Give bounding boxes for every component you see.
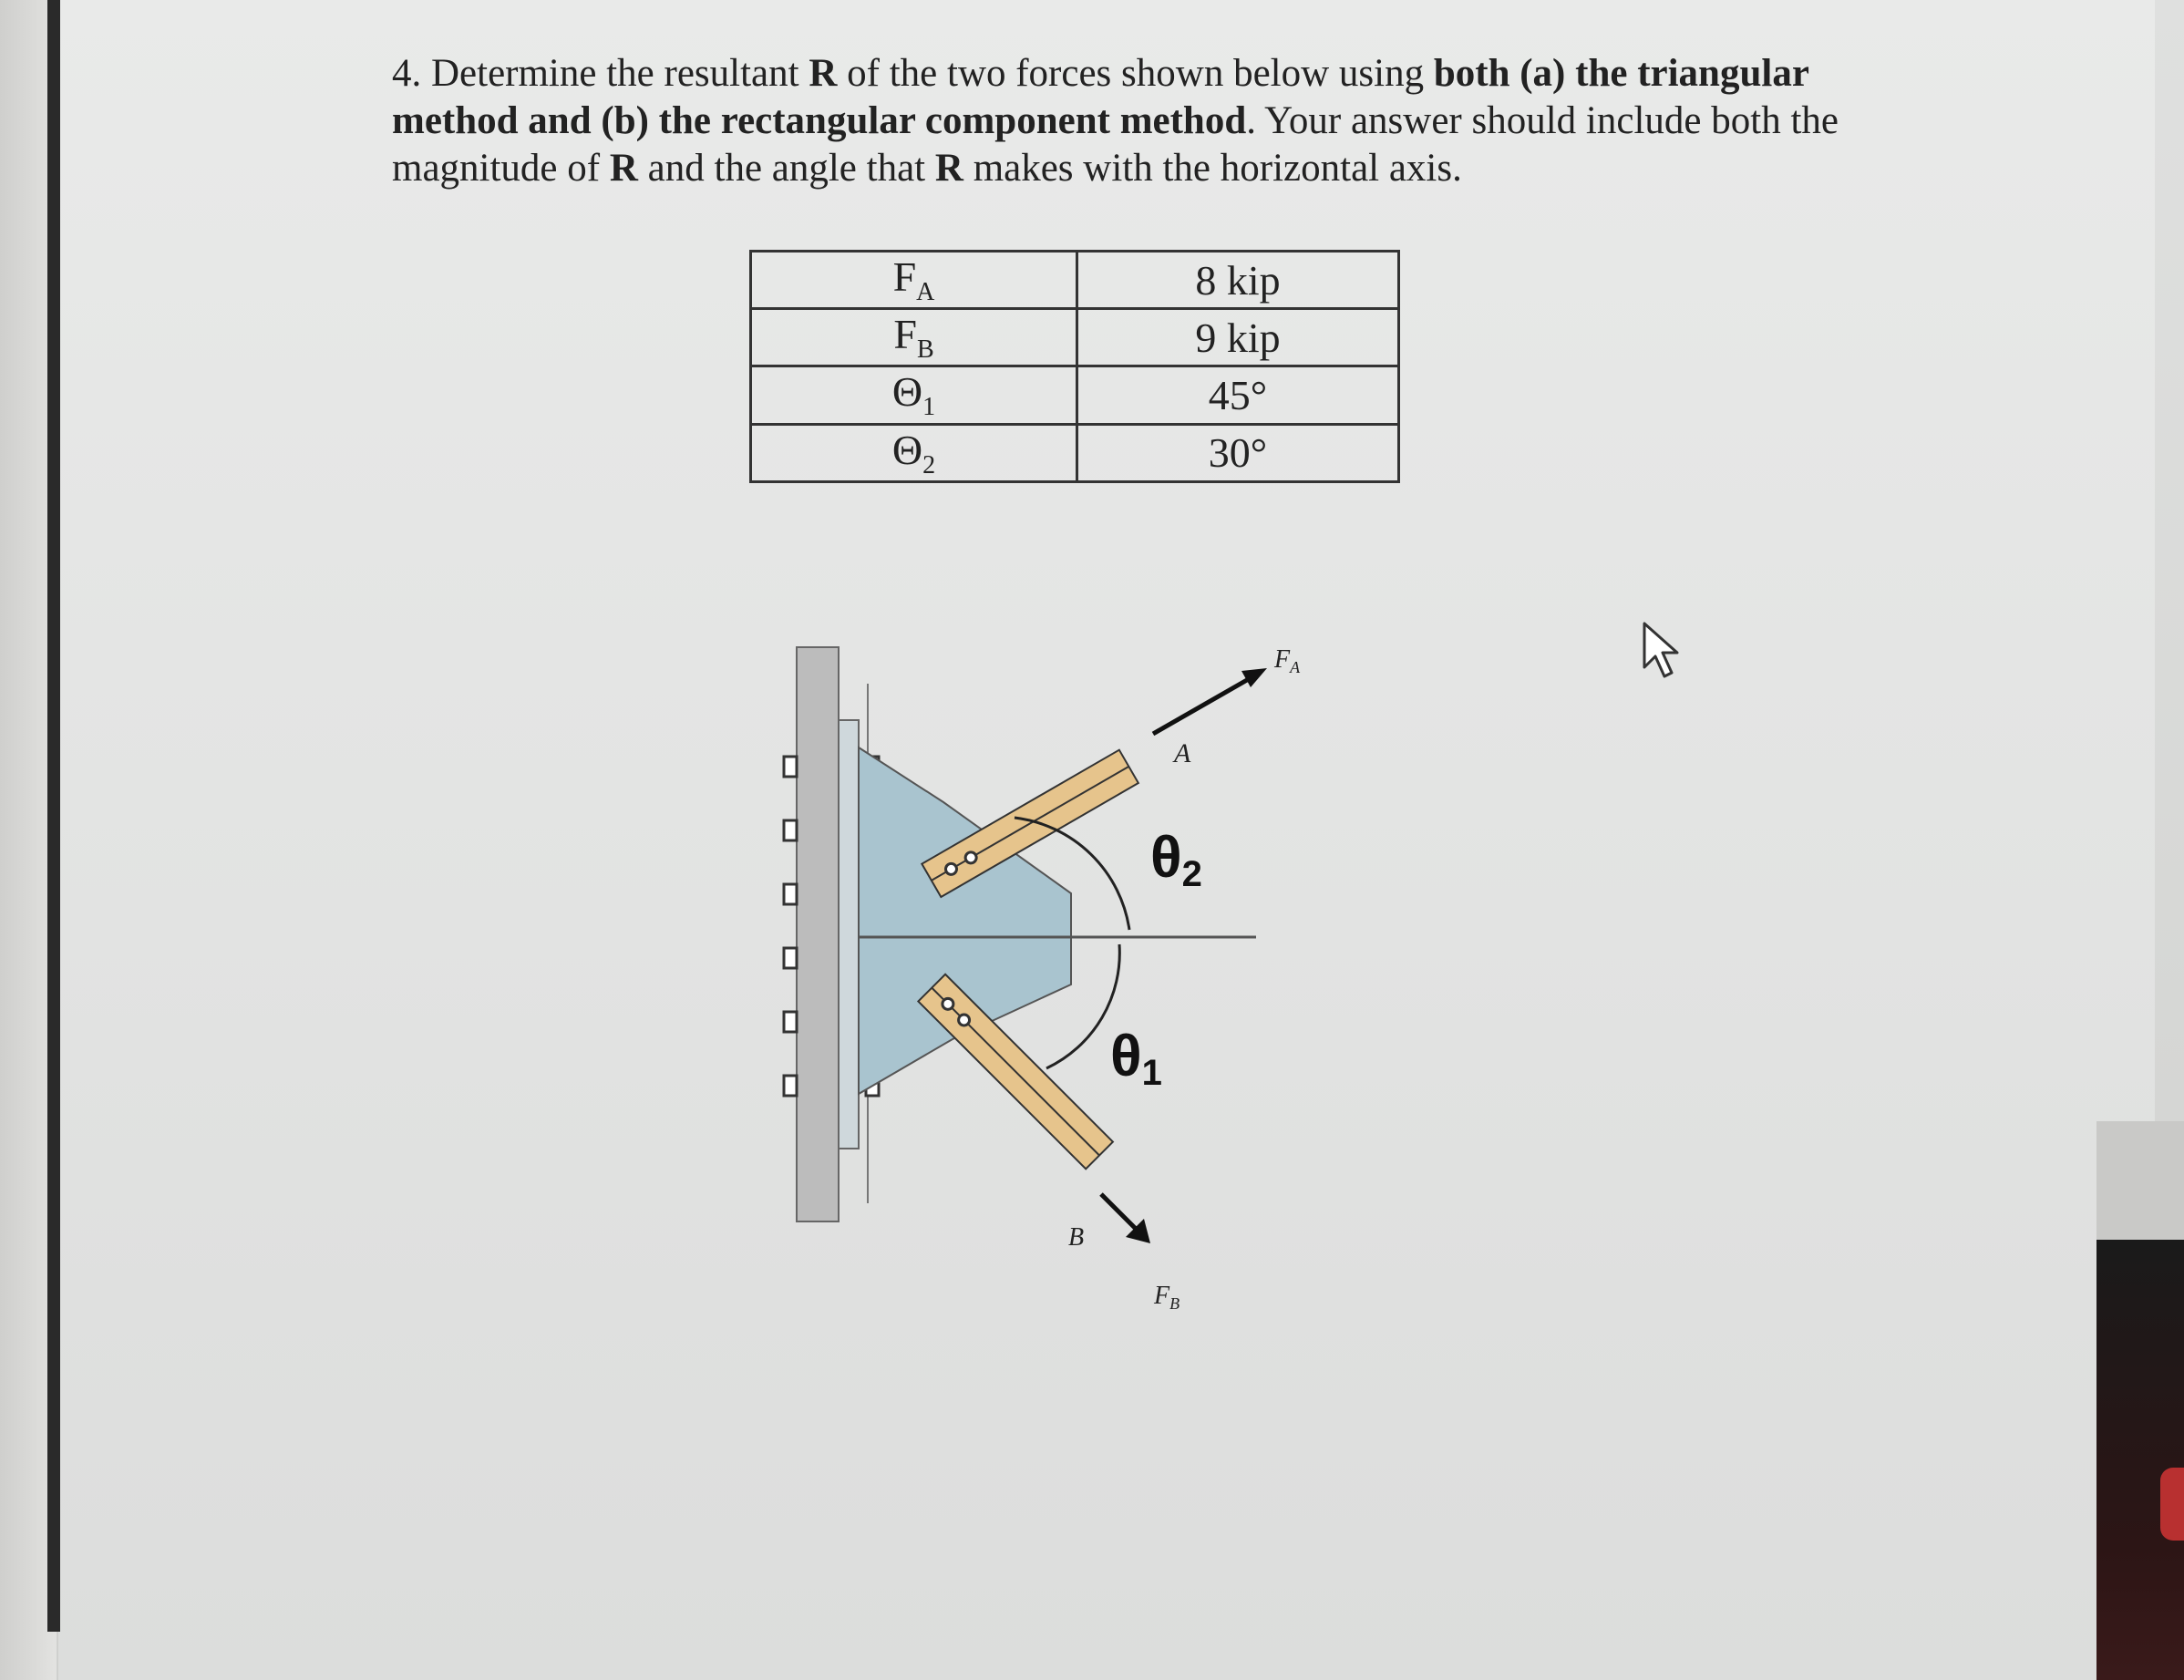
force-diagram bbox=[757, 583, 1340, 1331]
table-row: $F_A$ 8 kip bbox=[751, 252, 1399, 309]
table-row: $F_B$ 9 kip bbox=[751, 309, 1399, 366]
steel-column bbox=[797, 647, 839, 1221]
scrollbar-track[interactable] bbox=[2096, 1121, 2184, 1240]
point-a-label: A bbox=[1174, 738, 1191, 768]
point-b-label: B bbox=[1068, 1223, 1085, 1252]
force-a-label: $F_A$ bbox=[1274, 645, 1301, 676]
column-flange bbox=[839, 720, 859, 1149]
problem-statement: 4. Determine the resultant R of the two forces shown below using both (a) the triangular method and (b) the rectangular component method. Your answer should include both the magnitude of R and the angle that R makes with the horizontal axis. bbox=[392, 52, 1839, 190]
theta2-label: θ2 bbox=[1150, 824, 1202, 894]
force-b-arrow bbox=[1101, 1194, 1139, 1232]
method-emphasis: both (a) the triangular method and (b) the rectangular component method bbox=[392, 52, 1809, 142]
force-a-arrow bbox=[1153, 676, 1253, 734]
table-row: $\Theta_2$ 30° bbox=[751, 424, 1399, 481]
background-app-accent bbox=[2160, 1468, 2184, 1541]
monitor-bezel bbox=[47, 0, 60, 1632]
table-row: $\Theta_1$ 45° bbox=[751, 366, 1399, 424]
given-values-table bbox=[749, 250, 1400, 483]
theta1-label: θ1 bbox=[1110, 1023, 1162, 1093]
background-window bbox=[2096, 1240, 2184, 1680]
force-b-label: $F_B$ bbox=[1154, 1282, 1180, 1313]
problem-number: 4. bbox=[392, 52, 422, 95]
force-a-arrowhead bbox=[1241, 668, 1267, 687]
mouse-pointer-icon bbox=[1641, 620, 1686, 684]
